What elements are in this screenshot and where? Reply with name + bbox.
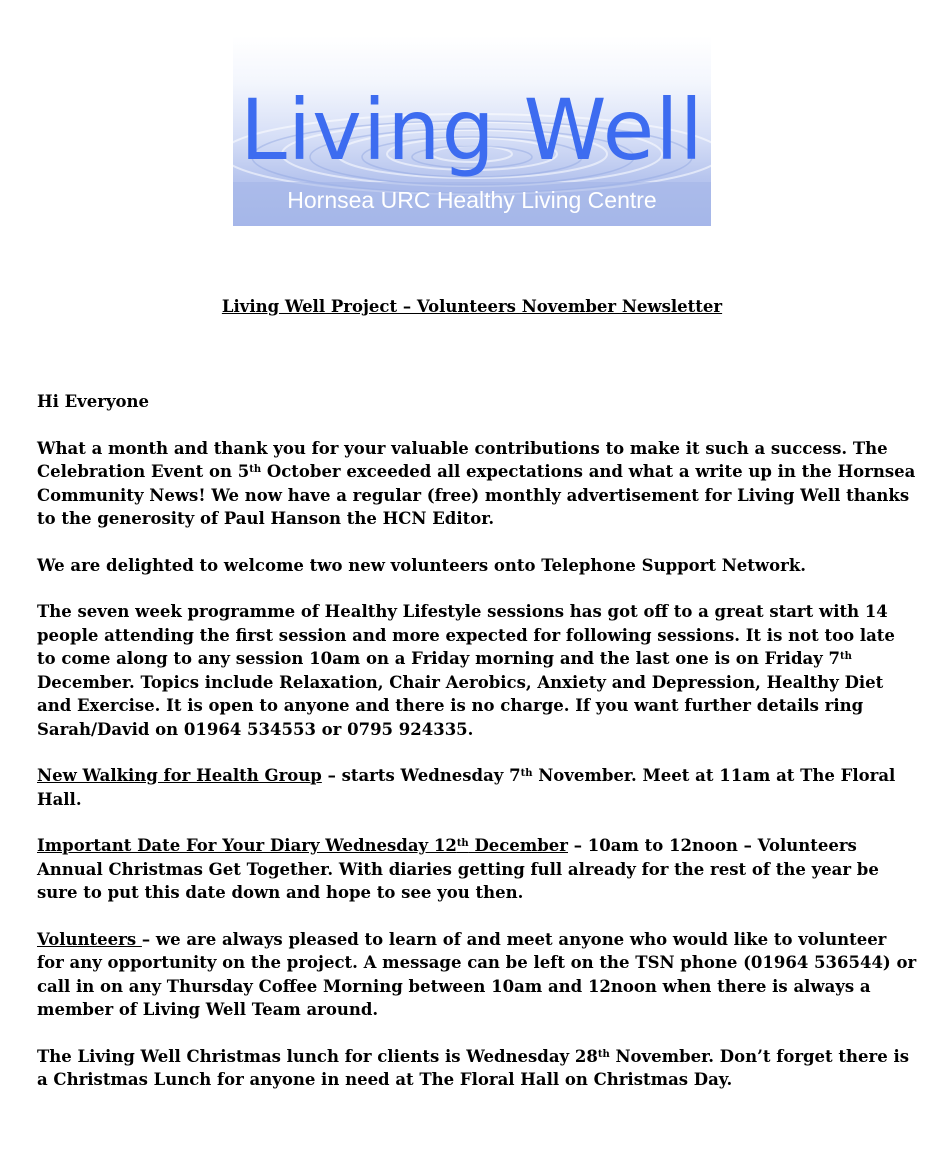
paragraph-volunteers xyxy=(37,928,917,1022)
volunteers-text: – we are always pleased to learn of and meet anyone who would like to volunteer for any opportunity on the project. A message can be left on the TSN phone (01964 536544) or call in on any Thursday Coffee Morning between 10am and 12noon when there is always a member of Living Well Team around. xyxy=(37,929,917,1019)
paragraph-walking-group xyxy=(37,764,917,811)
paragraph-christmas-lunch: The Living Well Christmas lunch for clients is Wednesday 28th November. Don’t forget there is a Christmas Lunch for anyone in need at The Floral Hall on Christmas Day. xyxy=(37,1046,910,1089)
walking-group-text: – starts Wednesday 7th November. Meet at 11am at The Floral Hall. xyxy=(37,766,896,809)
volunteers-heading: Volunteers xyxy=(37,929,142,949)
paragraph-celebration: What a month and thank you for your valuable contributions to make it such a success. The Celebration Event on 5th October exceeded all expectations and what a write up in the Hornsea Community News! We now have a regular (free) monthly advertisement for Living Well thanks to the generosity of Paul Hanson the HCN Editor. xyxy=(37,438,916,528)
paragraph-new-volunteers: We are delighted to welcome two new volunteers onto Telephone Support Network. xyxy=(37,555,806,575)
newsletter-body xyxy=(37,390,917,1115)
important-date-heading: Important Date For Your Diary Wednesday 12th December xyxy=(37,836,568,855)
walking-group-heading: New Walking for Health Group xyxy=(37,766,322,785)
paragraph-healthy-lifestyle: The seven week programme of Healthy Lifestyle sessions has got off to a great start with 14 people attending the first session and more expected for following sessions. It is not too late to come along to any session 10am on a Friday morning and the last one is on Friday 7th December. Topics include Relaxation, Chair Aerobics, Anxiety and Depression, Healthy Diet and Exercise. It is open to anyone and there is no charge. If you want further details ring Sarah/David on 01964 534553 or 0795 924335. xyxy=(37,602,895,739)
paragraph-important-date xyxy=(37,834,917,905)
important-date-text: – 10am to 12noon – Volunteers Annual Christmas Get Together. With diaries getting full already for the rest of the year be sure to put this date down and hope to see you then. xyxy=(37,836,879,902)
newsletter-title: Living Well Project – Volunteers November Newsletter xyxy=(221,297,723,316)
logo-subtitle: Hornsea URC Healthy Living Centre xyxy=(287,187,657,213)
greeting: Hi Everyone xyxy=(37,392,150,411)
living-well-logo xyxy=(233,36,711,226)
logo-title: Living Well xyxy=(240,81,704,179)
